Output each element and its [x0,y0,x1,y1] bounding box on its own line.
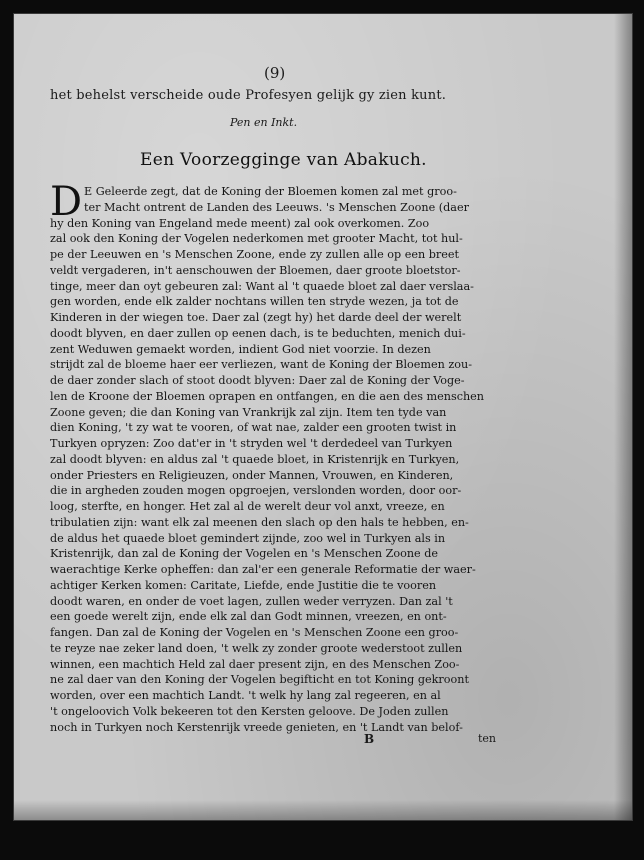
body-line: zent Weduwen gemaekt worden, indient God niet voorzie. In dezen [50,342,431,356]
body-line: Zoone geven; die dan Koning van Vrankrijk zal zijn. Item ten tyde van [50,405,447,419]
body-line: doodt waren, en onder de voet lagen, zullen weder verryzen. Dan zal 't [50,594,453,608]
page-title: Een Voorzegginge van Abakuch. [140,150,427,170]
body-line: noch in Turkyen noch Kerstenrijk vreede genieten, en 't Landt van belof- [50,720,463,734]
body-text [50,179,496,735]
body-line: Turkyen opryzen: Zoo dat'er in 't stryden wel 't derdedeel van Turkyen [50,437,453,450]
body-line: tinge, meer dan oyt gebeuren zal: Want al 't quaede bloet zal daer verslaa- [50,279,474,293]
body-line: E Geleerde zegt, dat de Koning der Bloemen komen zal met groo- [84,185,457,198]
catchword: ten [478,732,497,745]
body-line: 't ongeloovich Volk bekeeren tot den Kersten geloove. De Joden zullen [50,704,449,718]
body-line: Kristenrijk, dan zal de Koning der Vogelen en 's Menschen Zoone de [50,547,439,561]
body-line: winnen, een machtich Held zal daer present zijn, en des Menschen Zoo- [50,657,460,671]
page-bottom-edge [14,800,632,820]
body-line: een goede werelt zijn, ende elk zal dan Godt minnen, vreezen, en ont- [50,610,447,624]
body-line: doodt blyven, en daer zullen op eenen dach, is te beduchten, menich dui- [50,326,466,340]
body-line: hy den Koning van Engeland mede meent) zal ook overkomen. Zoo [50,216,430,230]
drop-cap: D [50,179,83,225]
body-line: loog, sterfte, en honger. Het zal al de werelt deur vol anxt, vreeze, en [50,500,445,513]
body-line: die in argheden zouden mogen opgroejen, verslonden worden, door oor- [50,484,462,498]
body-line: ter Macht ontrent de Landen des Leeuws. 's Menschen Zoone (daer [84,200,469,214]
body-line: strijdt zal de bloeme haer eer verliezen, want de Koning der Bloemen zou- [50,358,472,372]
body-line: veldt vergaderen, in't aenschouwen der Bloemen, daer groote bloetstor- [50,263,461,277]
page-shadow [614,14,632,820]
carry-over-line: het behelst verscheide oude Profesyen gelijk gy zien kunt. [50,88,447,103]
page-number: (9) [264,64,286,82]
body-line: achtiger Kerken komen: Caritate, Liefde, ende Justitie die te vooren [50,578,437,592]
body-line: tribulatien zijn: want elk zal meenen den slach op den hals te hebben, en- [50,515,469,529]
body-line: pe der Leeuwen en 's Menschen Zoone, ende zy zullen alle op een breet [50,248,459,261]
body-line: waerachtige Kerke opheffen: dan zal'er een generale Reformatie der waer- [50,563,476,576]
body-line: fangen. Dan zal de Koning der Vogelen en 's Menschen Zoone een groo- [50,626,459,639]
section-head: Pen en Inkt. [230,116,298,129]
body-line: zal ook den Koning der Vogelen nederkomen met grooter Macht, tot hul- [50,232,463,246]
body-line: onder Priesters en Religieuzen, onder Mannen, Vrouwen, en Kinderen, [50,468,454,482]
body-line: te reyze nae zeker land doen, 't welk zy zonder groote wederstoot zullen [50,641,463,655]
body-line: Kinderen in der wiegen toe. Daer zal (zegt hy) het darde deel der werelt [50,311,462,324]
body-line: zal doodt blyven: en aldus zal 't quaede bloet, in Kristenrijk en Turkyen, [50,452,460,466]
body-line: dien Koning, 't zy wat te vooren, of wat nae, zalder een grooten twist in [50,421,457,435]
body-line: worden, over een machtich Landt. 't welk hy lang zal regeeren, en al [50,689,441,702]
body-line: de daer zonder slach of stoot doodt blyven: Daer zal de Koning der Voge- [50,374,465,387]
body-line: len de Kroone der Bloemen oprapen en ontfangen, en die aen des menschen [50,389,484,403]
body-line: de aldus het quaede bloet gemindert zijnde, zoo wel in Turkyen als in [50,531,446,545]
body-line: gen worden, ende elk zalder nochtans willen ten stryde wezen, ja tot de [50,295,459,309]
signature-mark: B [364,732,375,746]
body-line: ne zal daer van den Koning der Vogelen begifticht en tot Koning gekroont [50,673,469,687]
